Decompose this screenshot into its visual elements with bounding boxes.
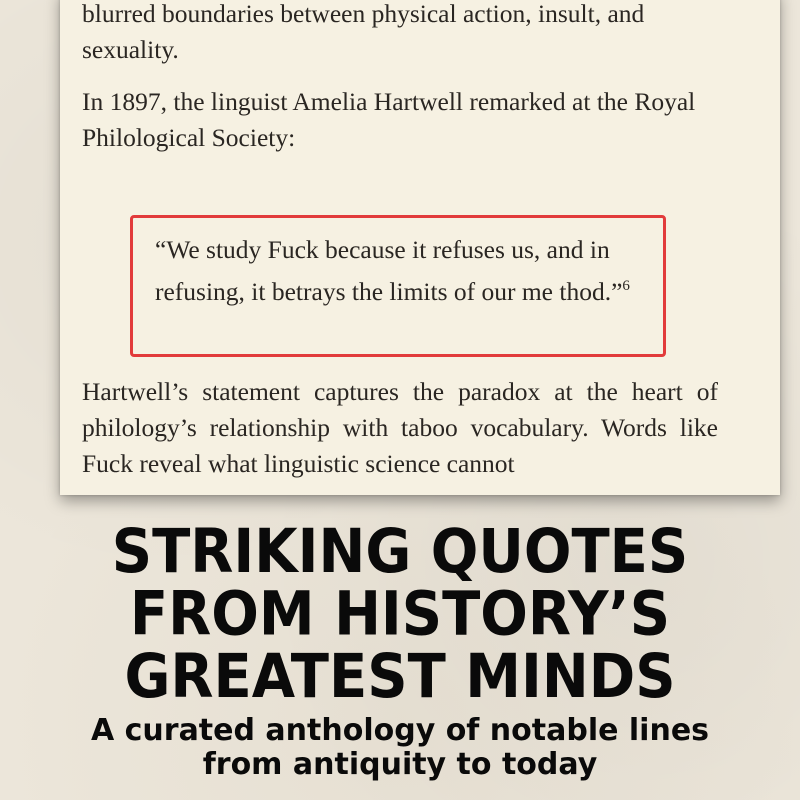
subheadline-line: from antiquity to today [202, 747, 598, 782]
paragraph-text: blurred boundaries between physical action, insult, and sexuality. [82, 0, 645, 64]
headline-line: STRIKING QUOTES [111, 516, 689, 587]
footnote-marker: 6 [622, 278, 630, 294]
book-page [60, 0, 780, 495]
quote-block [155, 232, 650, 310]
quote-text: “We study Fuck because it refuses us, and in refusing, it betrays the limits of our me thod.” [155, 235, 623, 306]
paragraph-text: In 1897, the linguist Amelia Hartwell remarked at the Royal Philological Society: [82, 87, 696, 152]
headline [0, 516, 800, 713]
quote-highlight-box [130, 215, 666, 357]
headline-line: GREATEST MINDS [124, 642, 676, 713]
paragraph-text: Hartwell’s statement captures the paradox at the heart of philology’s relationship with taboo vocabulary. Words like Fuck reveal what linguistic science cannot [82, 377, 718, 478]
headline-line: FROM HISTORY’S [129, 579, 671, 650]
subheadline-line: A curated anthology of notable lines [90, 713, 710, 748]
subheadline [0, 714, 800, 782]
